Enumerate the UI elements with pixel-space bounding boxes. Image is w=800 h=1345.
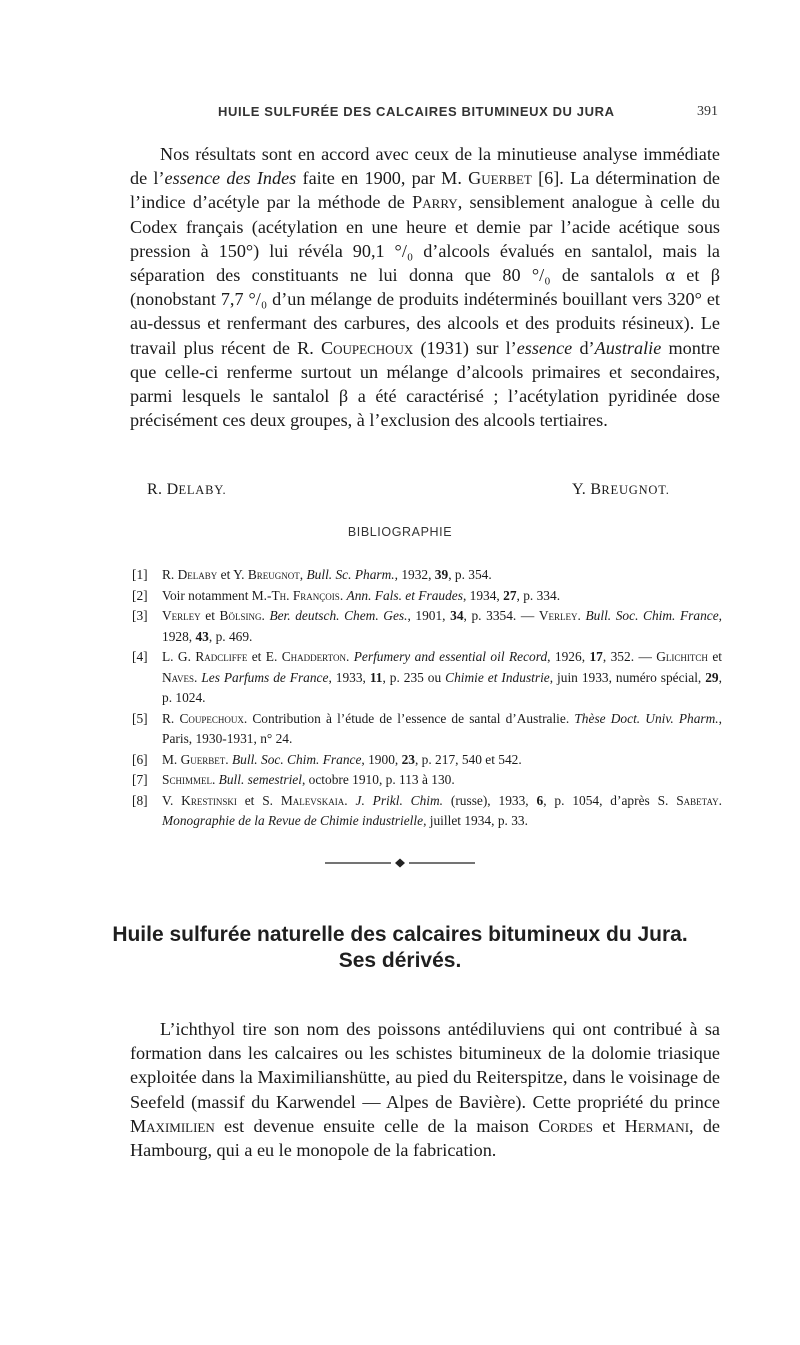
running-title: HUILE SULFURÉE DES CALCAIRES BITUMINEUX DU JURA [218,104,615,119]
paragraph-ichthyol-origin: L’ichthyol tire son nom des poissons antédiluviens qui ont contribué à sa formation dans les calcaires ou les schistes bitumineux de la dolomie triasique exploitée dans la Maximilianshütte, au pied du Reiterspitze, dans le voisinage de Seefeld (massif du Karwendel — Alpes de Bavière). Cette propriété du prince Maximilien est devenue ensuite celle de la maison Cordes et Hermani, de Hambourg, qui a eu le monopole de la fabrication. [130,1019,720,1161]
bib-entry-4: [4] L. G. Radcliffe et E. Chadderton. Perfumery and essential oil Record, 1926, 17, 352. — Glichitch et Naves. Les Parfums de France, 1933, 11, p. 235 ou Chimie et Industrie, juin 1933, numéro spécial, 29, p. 1024. [132,649,722,705]
bib-entry-6: [6] M. Guerbet. Bull. Soc. Chim. France, 1900, 23, p. 217, 540 et 542. [132,751,522,767]
author-guerbet: Guerbet [468,168,532,189]
author-coupechoux: Coupechoux [320,337,414,358]
signature-breugnot: Y. BREUGNOT. [572,481,670,498]
bib-entry-5: [5] R. Coupechoux. Contribution à l’étude de l’essence de santal d’Australie. Thèse Doct. Univ. Pharm., Paris, 1930-1931, n° 24. [132,710,722,746]
bib-entry-3: [3] Verley et Bölsing. Ber. deutsch. Chem. Ges., 1901, 34, p. 3354. — Verley. Bull. Soc. Chim. France, 1928, 43, p. 469. [132,608,723,644]
signatures [0,481,800,505]
bib-entry-8: [8] V. Krestinski et S. Malevskaia. J. Prikl. Chim. (russe), 1933, 6, p. 1054, d’après S. Sabetay. Monographie de la Revue de Chimie industrielle, juillet 1934, p. 33. [132,792,722,828]
paragraph-santal-analysis: Nos résultats sont en accord avec ceux de la minutieuse analyse immédiate de l’essence des Indes faite en 1900, par M. Guerbet [6]. La détermination de l’indice d’acétyle par la méthode de Parry, sensiblement analogue à celle du Codex français (acétylation en une heure et demie par l’acide acétique sous pression à 150°) lui révéla 90,1 °/₀ d’alcools évalués en santalol, mais la séparation des constituants ne lui donna que 80 °/₀ de santalols α et β (nonobstant 7,7 °/₀ d’un mélange de produits indéterminés bouillant vers 320° et au-dessus et renfermant des carbures, des alcools et des produits résineux). Le travail plus récent de R. Coupechoux (1931) sur l’essence d’Australie montre que celle-ci renferme surtout un mélange d’alcools primaires et secondaires, parmi lesquels le santalol β a été caractérisé ; l’acétylation pyridinée dose précisément ces deux groupes, à l’exclusion des alcools tertiaires. [130,144,720,431]
running-head [130,104,718,124]
bib-entry-7: [7] Schimmel. Bull. semestriel, octobre 1910, p. 113 à 130. [132,772,455,787]
bibliography-list [130,565,722,832]
section-divider [325,858,475,868]
essence-indes-italic: essence des Indes [164,168,297,189]
author-parry: Parry [412,192,458,213]
diamond-ornament-icon [395,859,405,868]
section-title-line-2: Ses dérivés. [338,948,462,972]
page-number: 391 [697,104,718,119]
name-cordes: Cordes [538,1115,593,1136]
bibliography-heading: BIBLIOGRAPHIE [347,525,453,539]
name-hermani: Hermani [624,1115,690,1136]
section-title [100,922,700,973]
section-title-line-1: Huile sulfurée naturelle des calcaires bitumineux du Jura. [112,923,688,946]
bib-entry-1: [1] R. Delaby et Y. Breugnot, Bull. Sc. Pharm., 1932, 39, p. 354. [132,567,492,582]
bib-entry-2: [2] Voir notamment M.-Th. François. Ann. Fals. et Fraudes, 1934, 27, p. 334. [132,587,561,603]
signature-delaby: R. DELABY. [147,481,227,498]
name-maximilien: Maximilien [130,1115,215,1136]
